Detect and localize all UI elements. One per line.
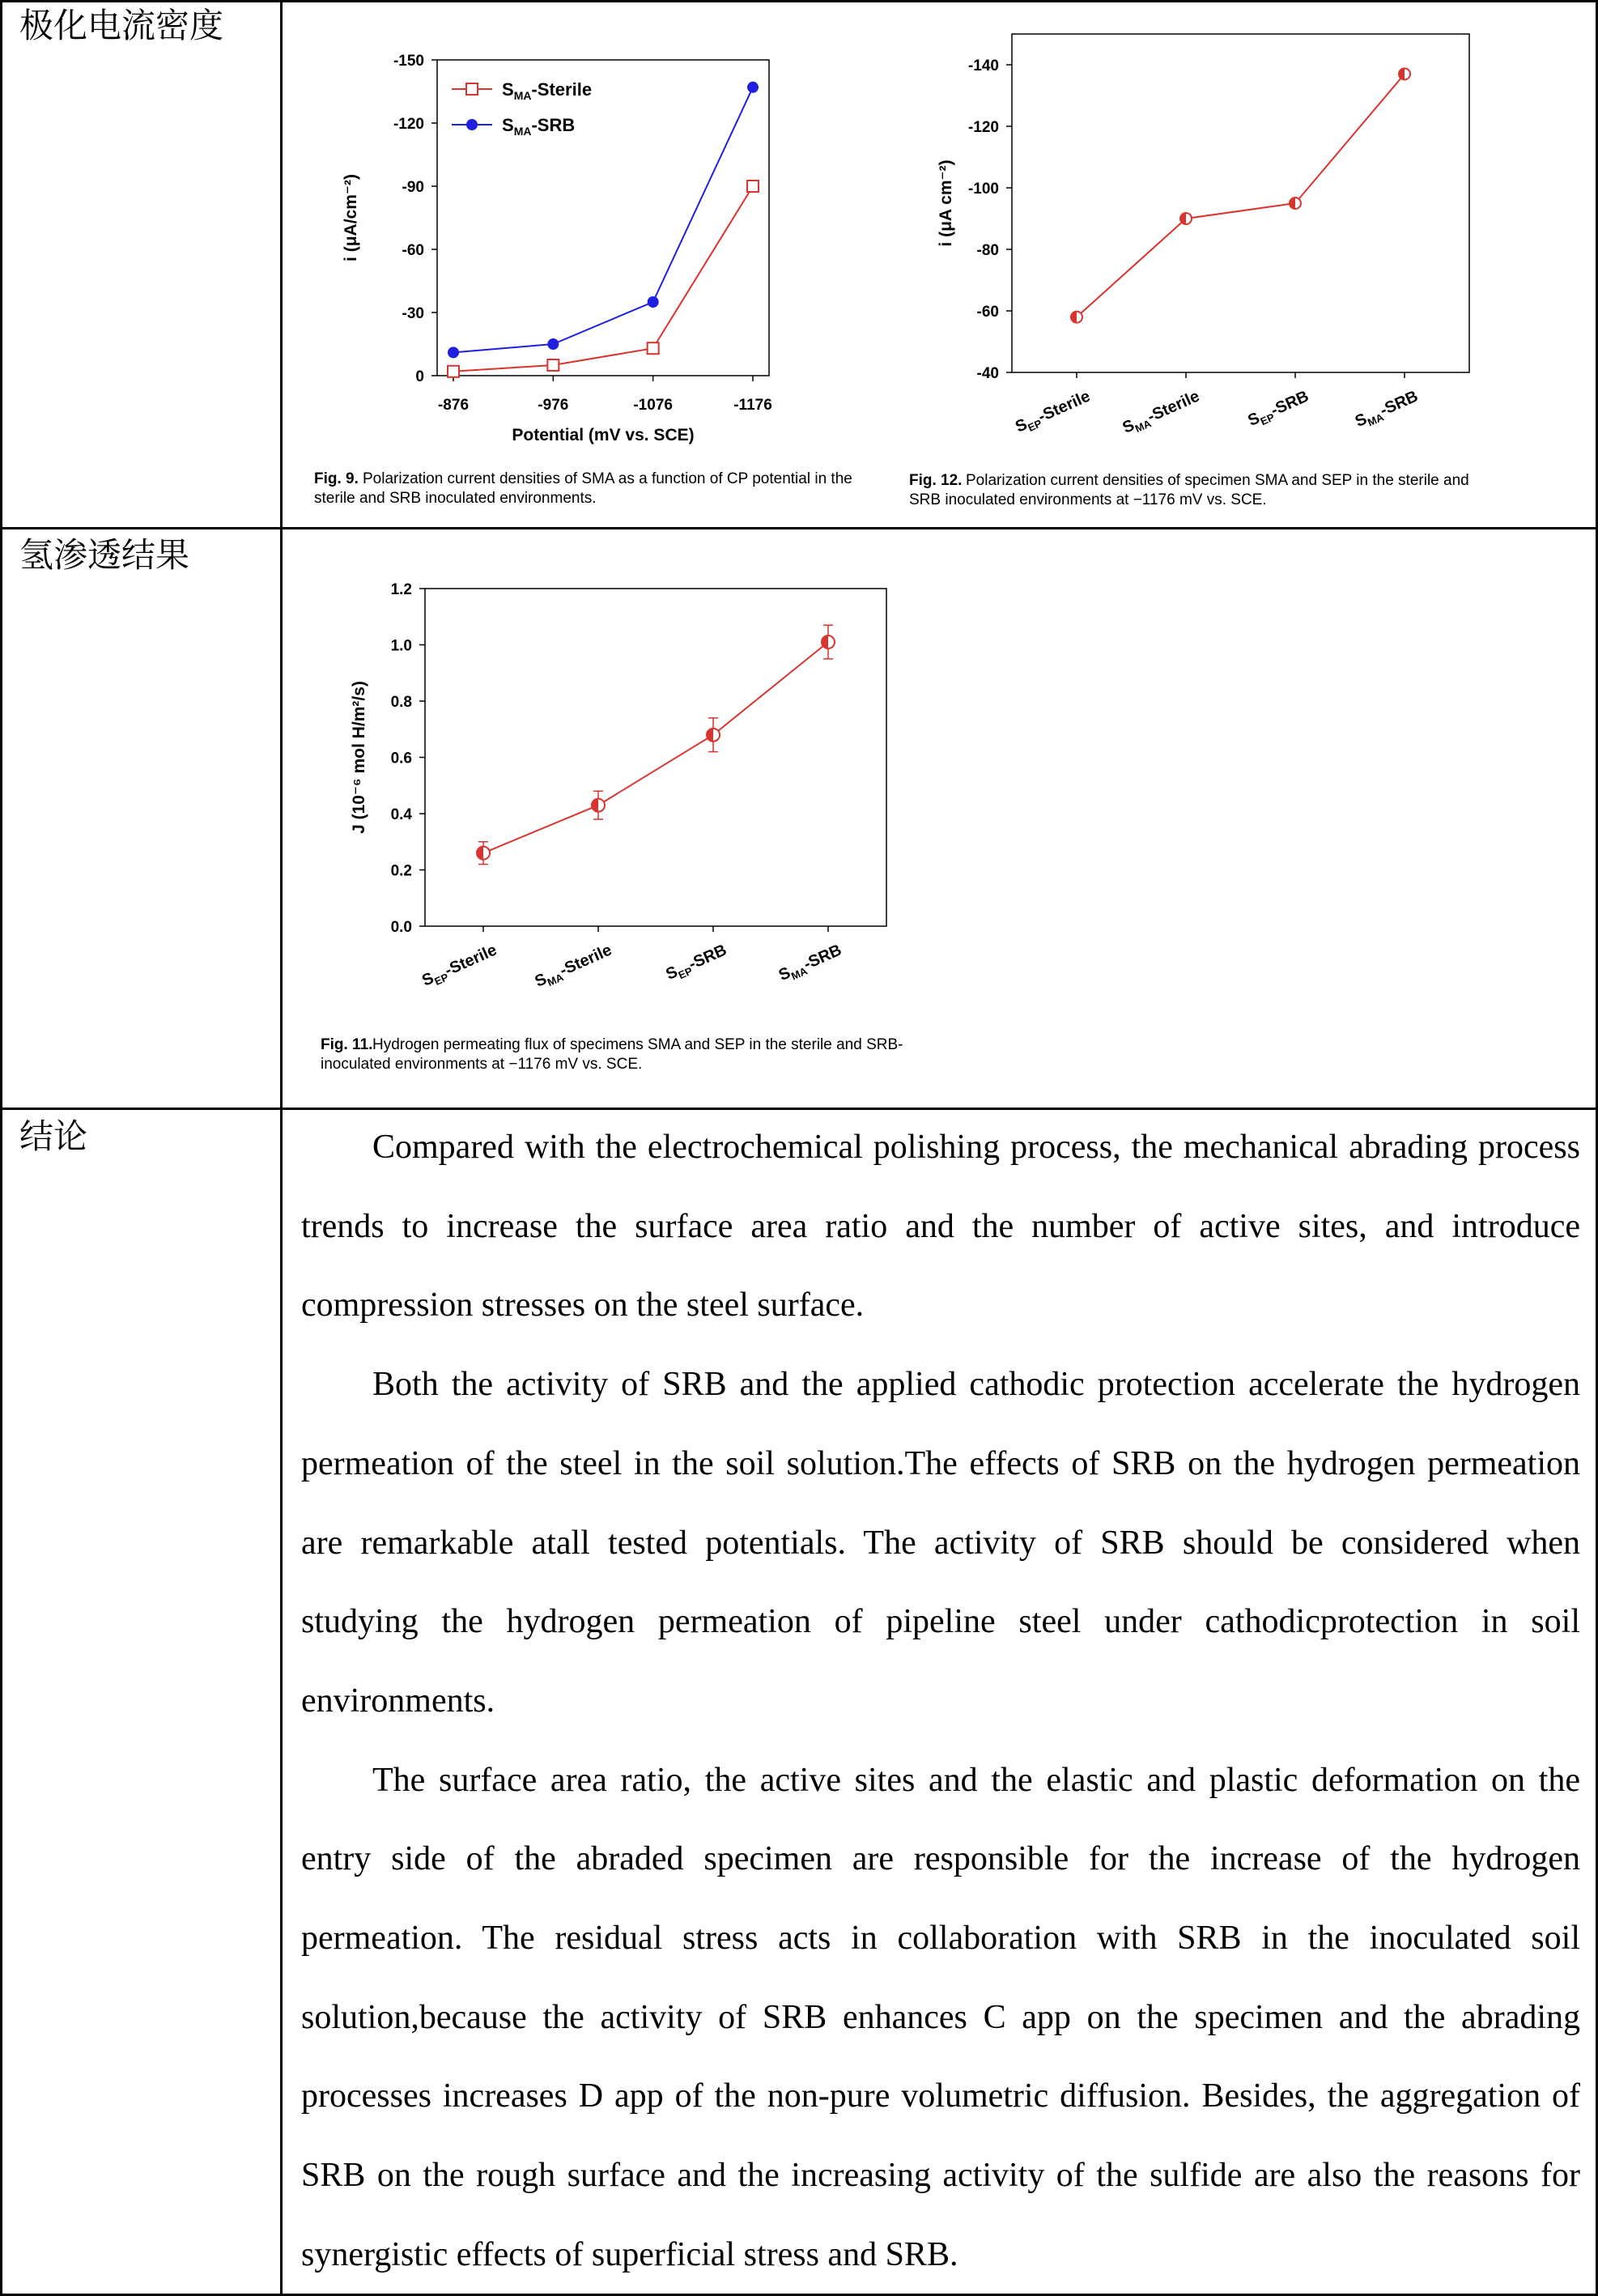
legend-label: $S_{MA}$-Sterile: [502, 79, 593, 102]
figure-12-chart: [903, 32, 1518, 518]
column-divider: [280, 0, 283, 2296]
data-point: [547, 359, 559, 371]
data-point: [547, 338, 559, 350]
data-point: [1071, 312, 1082, 323]
y-tick-label: -120: [967, 119, 999, 136]
conclusion-text: [301, 1108, 1580, 2295]
x-tick-label: $S_{EP}$-Sterile: [1013, 387, 1094, 436]
legend-marker: [466, 119, 478, 130]
series-line-0: [483, 642, 828, 853]
fig9-caption-line2: sterile and SRB inoculated environments.: [314, 490, 597, 507]
x-tick-label: $S_{MA}$-SRB: [776, 941, 845, 985]
series-line-0: [1077, 74, 1405, 317]
series-line-0: [453, 186, 753, 372]
x-tick-label: -1176: [733, 397, 772, 414]
y-tick-label: 0.0: [390, 919, 412, 936]
fig11-caption-line2: inoculated environments at −1176 mV vs. SCE.: [321, 1056, 643, 1073]
data-point: [648, 296, 659, 308]
y-tick-label: -100: [967, 181, 999, 198]
x-tick-label: -976: [538, 397, 569, 414]
data-point: [1180, 213, 1192, 224]
y-tick-label: -60: [402, 242, 424, 259]
data-point: [448, 366, 459, 377]
fig9-caption-label: Fig. 9.: [314, 470, 359, 487]
y-tick-label: -120: [393, 116, 424, 133]
data-point: [707, 729, 720, 742]
conclusion-paragraph-2: Both the activity of SRB and the applied cathodic protection accelerate the hydrogen permeation of the steel in the soil solution.The effects of SRB on the hydrogen permeation are remarkable atall tested potentials. The activity of SRB should be considered when studying the hydrogen permeation of pipeline steel under cathodicprotection in soil environments.: [301, 1366, 1580, 1720]
y-tick-label: 0.2: [390, 862, 412, 880]
y-axis-label: i (μA/cm⁻²): [342, 174, 360, 261]
y-tick-label: 0: [415, 368, 424, 385]
y-tick-label: 1.0: [390, 637, 412, 655]
y-axis-label: i (μA cm⁻²): [937, 159, 955, 247]
fig11-caption-line1: Hydrogen permeating flux of specimens SMA and SEP in the sterile and SRB-: [372, 1036, 903, 1053]
y-tick-label: -140: [967, 57, 999, 74]
x-tick-label: $S_{EP}$-Sterile: [419, 941, 500, 990]
data-point: [477, 847, 490, 860]
fig9-caption-line1: Polarization current densities of SMA as a function of CP potential in the: [363, 470, 852, 487]
table-border-left: [0, 0, 2, 2296]
x-tick-label: $S_{EP}$-SRB: [663, 941, 730, 984]
data-point: [747, 181, 759, 192]
conclusion-paragraph-1: Compared with the electrochemical polishing process, the mechanical abrading process trends to increase the surface area ratio and the number of active sites, and introduce compression stresses on the steel surface.: [301, 1129, 1580, 1324]
legend-label: $S_{MA}$-SRB: [502, 115, 576, 138]
data-point: [747, 82, 759, 93]
legend-marker: [466, 83, 478, 95]
figure-9-chart: [308, 32, 899, 518]
row-label-conclusion: 结论: [19, 1116, 88, 1156]
plot-frame: [437, 60, 769, 376]
fig12-caption-line2: SRB inoculated environments at −1176 mV vs. SCE.: [909, 491, 1267, 508]
y-tick-label: -30: [402, 305, 424, 322]
x-tick-label: -876: [437, 397, 470, 414]
y-tick-label: 1.2: [390, 581, 412, 598]
row-label-hydrogen-permeation: 氢渗透结果: [19, 535, 190, 575]
data-point: [822, 636, 835, 648]
y-tick-label: -80: [976, 242, 999, 259]
y-tick-label: 0.4: [390, 806, 412, 823]
table-border-top: [0, 0, 1598, 2]
x-tick-label: $S_{EP}$-SRB: [1245, 387, 1312, 430]
data-point: [648, 342, 659, 354]
x-tick-label: $S_{MA}$-SRB: [1352, 387, 1422, 432]
row-divider-1: [0, 527, 1598, 529]
row-label-polarization: 极化电流密度: [19, 6, 224, 45]
y-tick-label: -90: [402, 179, 424, 196]
y-tick-label: -40: [976, 365, 999, 382]
x-tick-label: -1076: [633, 397, 673, 414]
data-point: [592, 799, 605, 812]
x-tick-label: $S_{MA}$-Sterile: [532, 941, 615, 991]
y-tick-label: 0.8: [390, 694, 412, 711]
y-axis-label: J (10⁻⁶ mol H/m²/s): [350, 681, 368, 834]
fig12-caption-label: Fig. 12.: [909, 472, 963, 489]
data-point: [1290, 198, 1301, 209]
data-point: [448, 347, 459, 358]
fig11-caption-label: Fig. 11.: [321, 1036, 373, 1053]
x-axis-label: Potential (mV vs. SCE): [512, 426, 695, 444]
plot-frame: [425, 589, 886, 926]
data-point: [1399, 68, 1410, 79]
x-tick-label: $S_{MA}$-Sterile: [1120, 387, 1203, 437]
y-tick-label: 0.6: [390, 750, 412, 767]
figure-11-chart: [308, 567, 939, 1085]
fig12-caption-line1: Polarization current densities of specimen SMA and SEP in the sterile and: [966, 472, 1469, 489]
y-tick-label: -150: [393, 53, 424, 70]
conclusion-paragraph-3: The surface area ratio, the active sites and the elastic and plastic deformation on the entry side of the abraded specimen are responsible for the increase of the hydrogen permeation. The residual stress acts in collaboration with SRB in the inoculated soil solution,because the activity of SRB enhances C app on the specimen and the abrading processes increases D app of the non-pure volumetric diffusion. Besides, the aggregation of SRB on the rough surface and the increasing activity of the sulfide are also the reasons for synergistic effects of superficial stress and SRB.: [301, 1761, 1580, 2273]
y-tick-label: -60: [976, 304, 999, 321]
series-line-1: [453, 87, 753, 353]
